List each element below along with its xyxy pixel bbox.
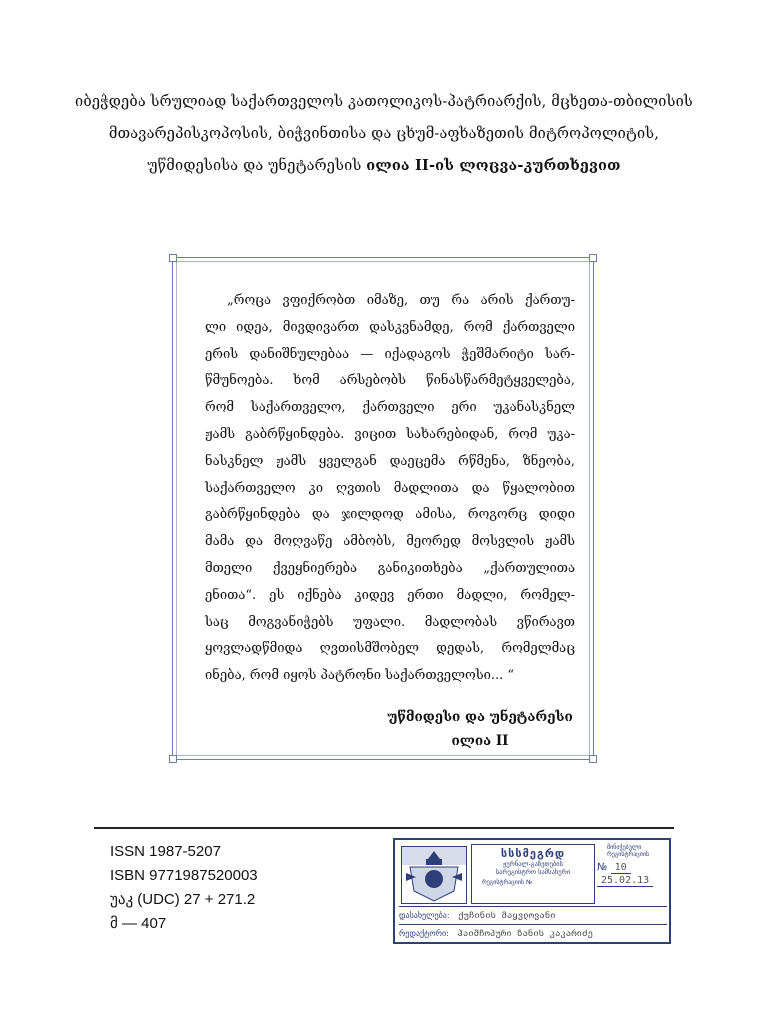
quote-line: წმუნოება. ხომ არსებობს წინასწარმეტყველება, [205,373,575,389]
stamp-no-label: № [526,879,533,886]
divider [94,827,674,829]
coat-of-arms-icon [401,846,467,904]
stamp-date: 25.02.13 [597,875,653,887]
quote-line: ნასკნელ ჟამს ყველგან დაეცემა რწმენა, ზნეობა, [205,453,575,469]
quote-line: მთელი ქვეყნიერება განიკითხება „ქართულითა [205,560,575,576]
catalog-code: მ — 407 [110,915,167,932]
quote-line: ყოვლადწმიდა ღვთისმშობელ დედას, რომელმაც [205,641,575,657]
stamp-right-label-1: მინიჭებული [607,844,642,851]
stamp-row2-label: რედაქტორი: [399,929,449,938]
quote-line: საქართველო კი ღვთის მადლითა და წყალობით [205,480,575,496]
quote-line: ერის დანიშნულებაა — იქადაგოს ჭეშმარიტი სარ- [205,346,575,362]
stamp-no-sign: № [597,862,608,873]
quote-line: მამა და მოღვაწე ამბობს, მეორედ მოსვლის ჟამს [205,534,575,550]
stamp-reg-label [472,879,594,886]
stamp-row2-value: ჰაიმჩოპური ზანის კაკარიძე [457,929,593,939]
stamp-editor-row [399,924,667,943]
frame-corner [169,755,177,763]
stamp-subtitle-1: ჟურნალ-გაზეთების [502,860,564,868]
stamp-row1-label: დასახელება: [399,911,450,920]
quote-line: ლი იდეა, მივდივართ დასკვნამდე, რომ ქართველი [205,319,575,335]
stamp-row1-value: ქუჩინის მაყვლოვანი [458,911,556,921]
signature-name: ილია II [451,733,509,749]
stamp-title: სსსმეგრდ [500,847,566,860]
frame-corner [589,755,597,763]
quote-line: გაბრწყინდება და ჯილდოდ ამისა, როგორც დიდი [205,507,575,523]
frame-corner [589,254,597,262]
issn: ISSN 1987-5207 [110,843,221,860]
isbn: ISBN 9771987520003 [110,867,258,884]
stamp-registration-box [597,844,667,904]
stamp-date-line [597,877,667,884]
blessing-line-1: იბეჭდება სრულიად საქართველოს კათოლიკოს-პატრიარქის, მცხეთა-თბილისის [75,94,693,110]
bibliographic-info [110,840,258,936]
stamp-title-row [399,906,667,925]
quote-line: ინება, რომ იყოს პატრონი საქართველოსი... “ [205,668,515,684]
stamp-right-label-2: რეგისტრაციის [607,851,650,858]
quote-line: ჟამს გაბრწყინდება. ვიცით სახარებიდან, რომ უკა- [205,426,575,442]
registration-stamp [393,838,671,944]
blessing-line-2: მთავარეპისკოპოსის, ბიჭვინთისა და ცხუმ-აფხაზეთის მიტროპოლიტის, [108,126,660,142]
publication-blessing [0,86,768,182]
stamp-number: 10 [611,862,631,874]
quote-line: „როცა ვფიქრობთ იმაზე, თუ რა არის ქართუ- [227,293,575,308]
quote-line: საც მოგვანიჭებს უფალი. მადლობას ვწირავთ [205,614,575,630]
stamp-subtitle-2: სარეგისტრო სამსახური [495,868,571,876]
stamp-number-line [597,864,667,871]
blessing-line-3-prefix: უწმიდესისა და უნეტარესის [147,158,362,174]
quote-line: რომ საქართველო, ქართველი ერი უკანასკნელ [205,400,575,416]
stamp-center [471,844,595,904]
frame-corner [169,254,177,262]
signature-title: უწმიდესი და უნეტარესი [387,709,573,725]
quote-line: ენითა“. ეს იქნება კიდევ ერთი მადლი, რომელ- [205,587,575,603]
blessing-line-3-bold: ილია II-ის ლოცვა-კურთხევით [366,157,621,174]
stamp-reg-text: რეგისტრაციის [482,879,525,886]
blessing-line-3 [0,150,768,182]
quote-signature [300,705,660,753]
udc: უაკ (UDC) 27 + 271.2 [110,891,256,908]
patriarch-quote [205,288,575,690]
